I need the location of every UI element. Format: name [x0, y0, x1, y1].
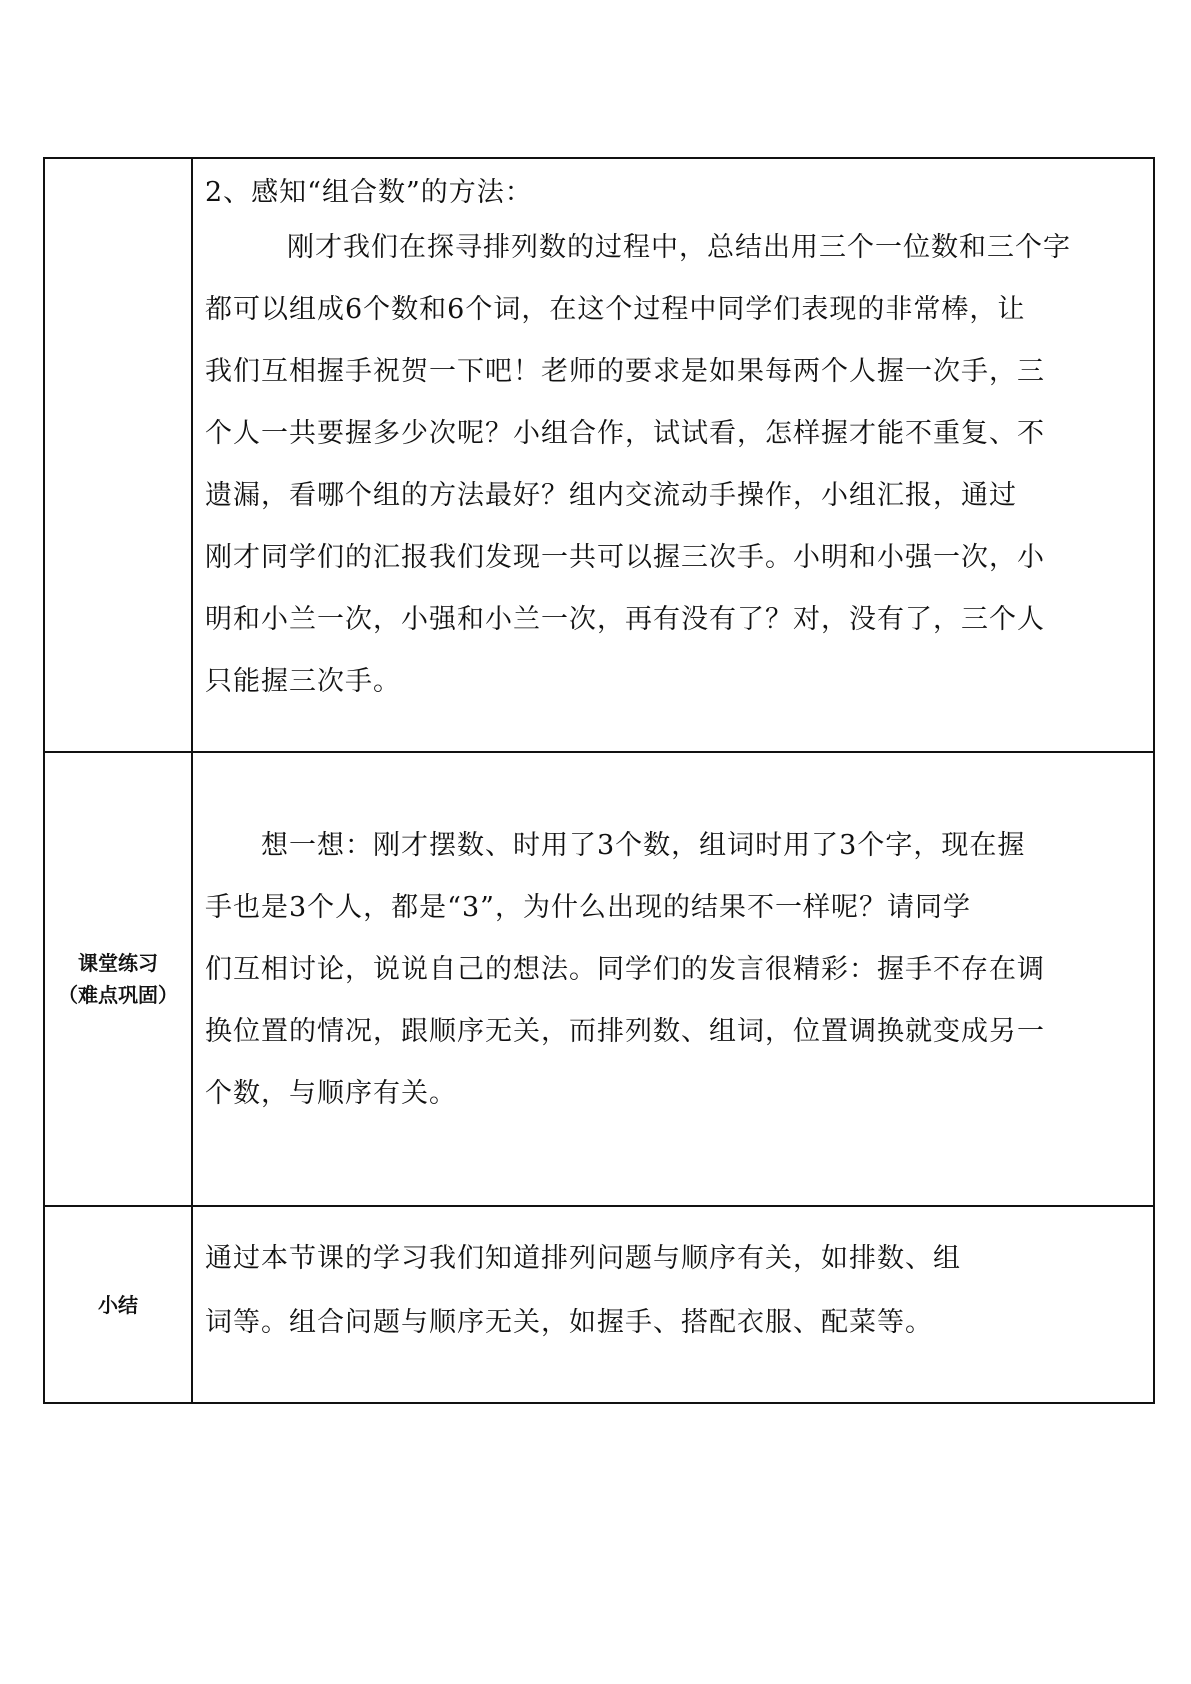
row-body-class-practice: [192, 752, 1154, 1206]
table-row-summary: [44, 1206, 1154, 1403]
label-line-2: （难点巩固）: [58, 983, 178, 1007]
row-label-class-practice: [44, 752, 192, 1206]
row-label-empty: [44, 158, 192, 752]
paragraph-line: 刚才同学们的汇报我们发现一共可以握三次手。小明和小强一次，小: [205, 542, 1045, 573]
table-row-combination-method: [44, 158, 1154, 752]
row-body-summary: [192, 1206, 1154, 1403]
paragraph-line: 们互相讨论，说说自己的想法。同学们的发言很精彩：握手不存在调: [205, 954, 1045, 985]
table-row-class-practice: [44, 752, 1154, 1206]
paragraph-line: 都可以组成6个数和6个词，在这个过程中同学们表现的非常棒，让: [205, 294, 1026, 325]
row-label-summary: 小结: [44, 1206, 192, 1403]
label-line-1: 课堂练习: [78, 951, 158, 975]
lesson-plan-table: [43, 157, 1155, 1404]
paragraph-line: 遗漏，看哪个组的方法最好？组内交流动手操作，小组汇报，通过: [205, 480, 1017, 511]
paragraph-line: 我们互相握手祝贺一下吧！老师的要求是如果每两个人握一次手，三: [205, 356, 1045, 387]
paragraph-line: 个人一共要握多少次呢？小组合作，试试看，怎样握才能不重复、不: [205, 418, 1045, 449]
paragraph-line: 词等。组合问题与顺序无关，如握手、搭配衣服、配菜等。: [205, 1307, 933, 1338]
paragraph-line: 想一想：刚才摆数、时用了3个数，组词时用了3个字，现在握: [261, 830, 1026, 861]
paragraph-line: 明和小兰一次，小强和小兰一次，再有没有了？对，没有了，三个人: [205, 604, 1045, 635]
paragraph-line: 换位置的情况，跟顺序无关，而排列数、组词，位置调换就变成另一: [205, 1016, 1045, 1047]
paragraph-line: 只能握三次手。: [205, 666, 401, 697]
row-body-combination-method: [192, 158, 1154, 752]
section-heading: 2、感知“组合数”的方法：: [205, 177, 533, 208]
paragraph-line: 通过本节课的学习我们知道排列问题与顺序有关，如排数、组: [205, 1243, 961, 1274]
paragraph-line: 手也是3个人，都是“3”，为什么出现的结果不一样呢？请同学: [205, 892, 971, 923]
paragraph-line: 刚才我们在探寻排列数的过程中，总结出用三个一位数和三个字: [287, 232, 1071, 263]
paragraph-line: 个数，与顺序有关。: [205, 1078, 457, 1109]
